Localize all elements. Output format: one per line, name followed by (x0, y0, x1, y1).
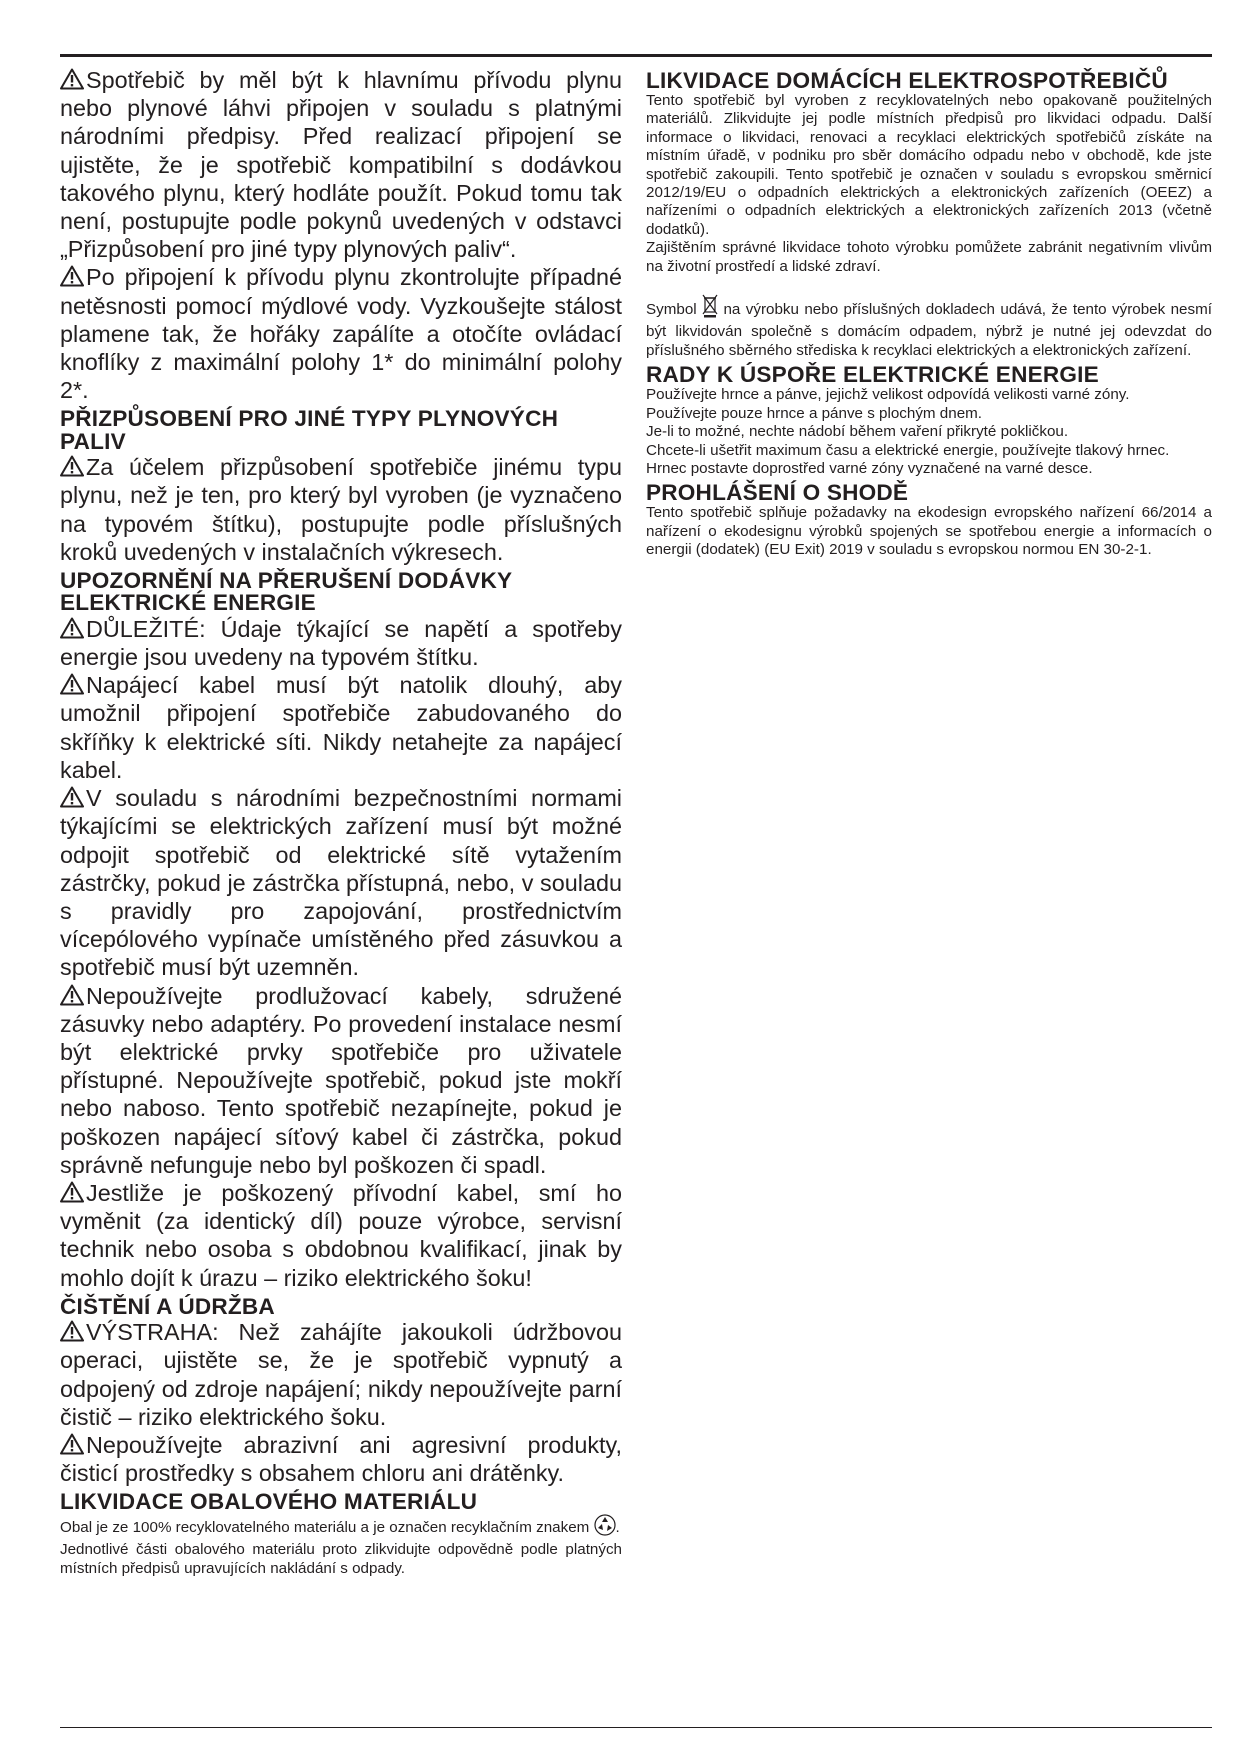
warning-disconnection: V souladu s národními bezpečnostními normami týkajícími se elektrických zařízení musí být možné odpojit spotřebič od elektrické sítě vytažením zástrčky, pokud je zástrčka přístupná, nebo, v souladu s pravidly pro zapojování, prostřednictvím vícepólového vypínače umístěného před zásuvkou a spotřebič musí být uzemněn. (60, 785, 622, 981)
warning-triangle-icon (60, 786, 84, 808)
heading-energy-saving: RADY K ÚSPOŘE ELEKTRICKÉ ENERGIE (646, 362, 1099, 388)
packaging-text-2: Jednotlivé části obalového materiálu proto zlikvidujte odpovědně podle platných místních předpisů upravujících nakládání s odpady. (60, 1541, 622, 1577)
weee-symbol-text: Symbol na výrobku nebo příslušných dokladech udává, že tento výrobek nesmí být likvidován společně s domácím odpadem, nýbrž je nutné jej odevzdat do příslušného sběrného střediska k recyklaci elektrických a elektronických zařízení. (646, 294, 1212, 360)
conformity-text: Tento spotřebič splňuje požadavky na ekodesign evropského nařízení 66/2014 a nařízení o ekodesignu výrobků spojených se spotřebou energie a informacích o energii (dodatek) (EU Exit) 2019 v souladu s evropskou normou EN 30-2-1. (646, 504, 1212, 559)
right-column (646, 70, 1212, 560)
warning-gas-connection: Spotřebič by měl být k hlavnímu přívodu plynu nebo plynové láhvi připojen v souladu s platnými národními předpisy. Před realizací připojení se ujistěte, že je spotřebič kompatibilní s dodávkou takového plynu, který hodláte použít. Pokud tomu tak není, postupujte podle pokynů uvedených v odstavci „Přizpůsobení pro jiné typy plynových paliv“. (60, 67, 622, 263)
heading-power-supply: UPOZORNĚNÍ NA PŘERUŠENÍ DODÁVKY ELEKTRICKÉ ENERGIE (60, 568, 512, 616)
warning-triangle-icon (60, 984, 84, 1006)
recycling-icon (594, 1514, 616, 1541)
left-column (60, 66, 622, 1578)
bottom-rule (60, 1727, 1212, 1728)
heading-packaging-disposal: LIKVIDACE OBALOVÉHO MATERIÁLU (60, 1489, 478, 1515)
disposal-text: Tento spotřebič byl vyroben z recyklovatelných nebo opakovaně použitelných materiálů. Zlikvidujte jej podle místních předpisů pro likvidaci odpadu. Další informace o likvidaci, renovaci a recyklaci elektrických spotřebičů získáte na místním úřadě, v podniku pro sběr domácího odpadu nebo v obchodě, kde jste spotřebič zakoupili. Tento spotřebič je označen v souladu s evropskou směrnicí 2012/19/EU o odpadních elektrických a elektronických zařízeních (OEEZ) a nařízeními o odpadních elektrických a elektronických zařízeních 2013 (včetně dodatků). (646, 92, 1212, 238)
energy-tip: Používejte pouze hrnce a pánve s plochým dnem. (646, 404, 983, 422)
disposal-text-2: Zajištěním správné likvidace tohoto výrobku pomůžete zabránit negativním vlivům na životní prostředí a lidské zdraví. (646, 239, 1212, 275)
warning-maintenance: VÝSTRAHA: Než zahájíte jakoukoli údržbovou operaci, ujistěte se, že je spotřebič vypnutý a odpojený od zdroje napájení; nikdy nepoužívejte parní čistič – riziko elektrického šoku. (60, 1319, 622, 1430)
warning-damaged-cable: Jestliže je poškozený přívodní kabel, smí ho vyměnit (za identický díl) pouze výrobce, servisní technik nebo osoba s obdobnou kvalifikací, jinak by mohlo dojít k úrazu – riziko elektrického šoku! (60, 1179, 622, 1291)
heading-cleaning: ČIŠTĚNÍ A ÚDRŽBA (60, 1293, 275, 1319)
warning-triangle-icon (60, 1181, 84, 1203)
energy-tip: Je-li to možné, nechte nádobí během vaření přikryté pokličkou. (646, 423, 1069, 441)
energy-tip: Chcete-li ušetřit maximum času a elektrické energie, používejte tlakový hrnec. (646, 441, 1170, 459)
warning-abrasives: Nepoužívejte abrazivní ani agresivní produkty, čisticí prostředky s obsahem chloru ani drátěnky. (60, 1431, 622, 1487)
warning-triangle-icon (60, 265, 84, 287)
top-rule (60, 54, 1212, 57)
heading-conformity: PROHLÁŠENÍ O SHODĚ (646, 480, 909, 506)
warning-triangle-icon (60, 455, 84, 477)
heading-appliance-disposal: LIKVIDACE DOMÁCÍCH ELEKTROSPOTŘEBIČŮ (646, 68, 1168, 93)
crossed-bin-icon (702, 294, 718, 323)
warning-triangle-icon (60, 68, 84, 90)
warning-gas-adaptation: Za účelem přizpůsobení spotřebiče jinému typu plynu, než je ten, pro který byl vyroben (je vyznačeno na typovém štítku), postupujte podle příslušných kroků uvedených v instalačních výkresech. (60, 454, 622, 565)
warning-triangle-icon (60, 673, 84, 695)
warning-triangle-icon (60, 617, 84, 639)
packaging-text: Obal je ze 100% recyklovatelného materiálu a je označen recyklačním znakem . (60, 1514, 622, 1541)
energy-tip: Používejte hrnce a pánve, jejichž velikost odpovídá velikosti varné zóny. (646, 386, 1130, 404)
energy-tip: Hrnec postavte doprostřed varné zóny vyznačené na varné desce. (646, 459, 1093, 477)
warning-triangle-icon (60, 1320, 84, 1342)
warning-extension-cables: Nepoužívejte prodlužovací kabely, sdružené zásuvky nebo adaptéry. Po provedení instalace nesmí být elektrické prvky spotřebiče pro uživatele přístupné. Nepoužívejte spotřebič, pokud jste mokří nebo naboso. Tento spotřebič nezapínejte, pokud je poškozen napájecí síťový kabel či zástrčka, pokud správně nefunguje nebo byl poškozen či spadl. (60, 982, 622, 1178)
warning-triangle-icon (60, 1433, 84, 1455)
heading-gas-adaptation: PŘIZPŮSOBENÍ PRO JINÉ TYPY PLYNOVÝCH PALIV (60, 406, 559, 454)
warning-gas-leak-check: Po připojení k přívodu plynu zkontrolujte případné netěsnosti pomocí mýdlové vody. Vyzkoušejte stálost plamene tak, že hořáky zapálíte a otočíte ovládací knoflíky z maximální polohy 1* do minimální polohy 2*. (60, 264, 622, 404)
warning-power-cable: Napájecí kabel musí být natolik dlouhý, aby umožnil připojení spotřebiče zabudovaného do skříňky k elektrické síti. Nikdy netahejte za napájecí kabel. (60, 672, 622, 783)
warning-voltage: DŮLEŽITÉ: Údaje týkající se napětí a spotřeby energie jsou uvedeny na typovém štítku. (60, 615, 622, 671)
